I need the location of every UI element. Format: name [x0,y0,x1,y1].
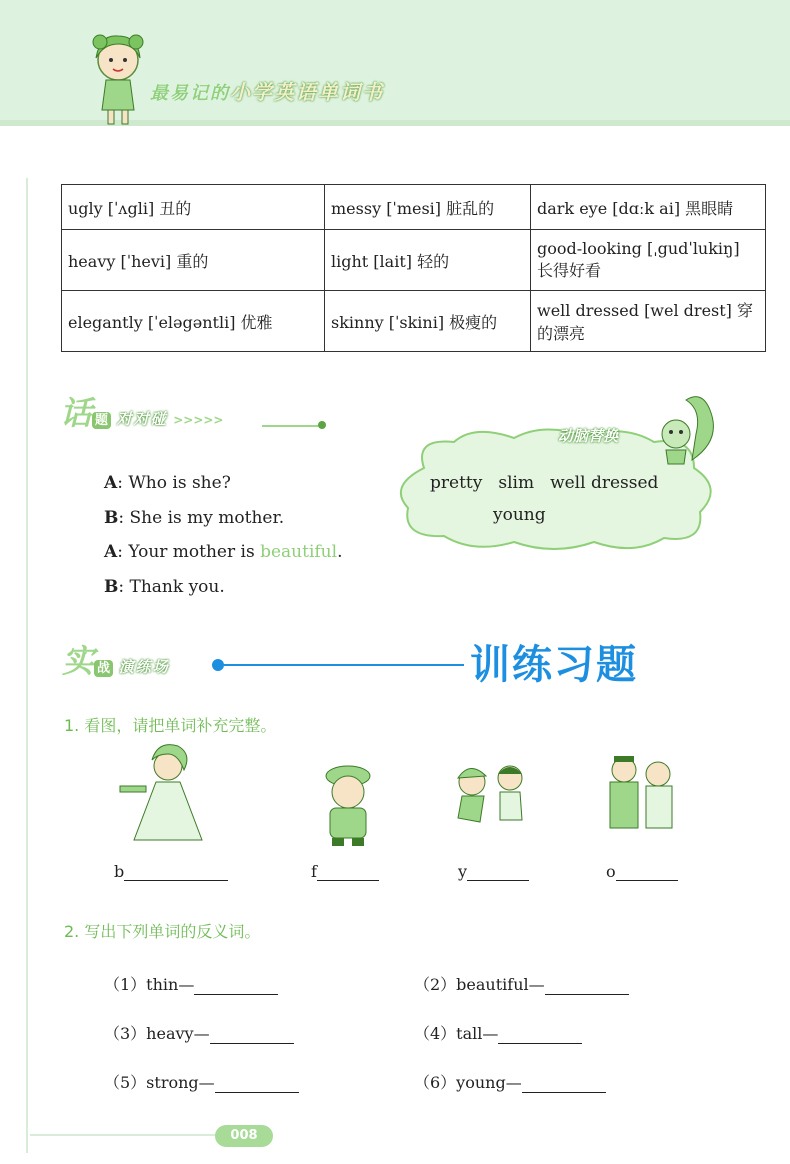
practice-icon-big: 实 [62,642,95,680]
topic-arrows: >>>>> [173,413,224,427]
dialog-text: : She is my mother. [118,507,285,528]
answer-blank[interactable] [467,862,529,881]
page-margin-rule [26,178,28,1153]
q2-label: （6）young— [414,1073,522,1092]
vocab-table [61,184,766,352]
answer-blank[interactable] [317,862,379,881]
table-cell: well dressed [wel drest] 穿的漂亮 [531,291,766,352]
q2-label: （5）strong— [104,1073,215,1092]
topic-section-header [60,388,223,434]
q1-item-b [114,862,228,881]
q1-letter: y [458,862,468,881]
dialog-text: : Your mother is [117,542,261,562]
swap-words-line-1 [430,473,658,493]
q2-item [414,1070,606,1093]
q2-label: （1）thin— [104,975,195,994]
swap-word: pretty [430,473,483,493]
swap-word: young [493,505,546,525]
dialog-line [104,501,342,536]
princess-picture-icon [118,740,208,845]
old-couple-picture-icon [600,752,682,834]
q1-letter: o [606,862,616,881]
practice-divider-dot [212,659,224,671]
q2-label: （4）tall— [414,1024,499,1043]
table-cell: elegantly [ˈeləgəntli] 优雅 [62,291,325,352]
q2-label: （3）heavy— [104,1024,210,1043]
dialog-text: : Thank you. [118,576,225,597]
kids-picture-icon [440,758,540,838]
dialog-text: : Who is she? [117,473,231,493]
footer-rule [30,1134,216,1136]
table-cell: heavy [ˈhevi] 重的 [62,230,325,291]
dialog-line [104,535,342,570]
table-row [62,230,766,291]
q1-prompt: 1. 看图，请把单词补充完整。 [64,716,277,735]
page-number: 008 [215,1125,273,1147]
book-title-prefix: 最易记的 [150,83,230,104]
q2-prompt: 2. 写出下列单词的反义词。 [64,922,261,941]
table-row [62,185,766,230]
book-title-main: 小学英语单词书 [230,80,384,104]
answer-blank[interactable] [124,862,228,881]
q2-item [414,1021,582,1044]
book-title [150,76,384,105]
topic-icon-big: 话 [60,394,93,432]
dialog-speaker: B [104,507,119,528]
squirrel-mascot-icon [652,390,722,470]
dialog-speaker: A [104,542,118,562]
answer-blank[interactable] [498,1025,582,1044]
swap-word: well dressed [550,473,659,493]
dialog-line [104,570,342,605]
practice-heading: 训练习题 [470,642,638,688]
dialog-line [104,466,342,501]
q1-item-o [606,862,678,881]
answer-blank[interactable] [545,976,629,995]
q2-label: （2）beautiful— [414,975,545,994]
table-cell: skinny [ˈskini] 极瘦的 [325,291,531,352]
girl-mascot-icon [90,30,146,130]
practice-divider [224,664,464,666]
answer-blank[interactable] [522,1074,606,1093]
practice-section-header [62,636,170,682]
answer-blank[interactable] [194,976,278,995]
swap-word: slim [498,473,535,493]
q1-item-y [458,862,529,881]
q1-letter: b [114,862,125,881]
topic-divider-dot [318,421,326,429]
table-cell: good-looking [ˌgudˈlukiŋ] 长得好看 [531,230,766,291]
topic-label: 对对碰 [116,410,168,428]
q1-item-f [311,862,379,881]
dialog-speaker: B [104,576,119,597]
dialog [104,466,342,604]
table-cell: dark eye [dɑːk ai] 黑眼睛 [531,185,766,230]
topic-divider [262,425,322,427]
practice-icon-small: 战 [94,660,113,677]
fat-man-picture-icon [318,762,378,847]
answer-blank[interactable] [616,862,678,881]
swap-words-line-2 [493,505,546,525]
dialog-highlight-word: beautiful [260,542,338,562]
table-cell: light [lait] 轻的 [325,230,531,291]
swap-box-title: 动脑替换 [558,427,619,445]
dialog-speaker: A [104,473,118,493]
q1-letter: f [311,862,317,881]
answer-blank[interactable] [215,1074,299,1093]
table-row [62,291,766,352]
q2-item [104,1021,294,1044]
dialog-text-end: . [337,542,343,562]
topic-icon-small: 题 [92,412,111,429]
table-cell: messy [ˈmesi] 脏乱的 [325,185,531,230]
q2-item [104,1070,299,1093]
practice-label: 演练场 [118,658,170,676]
q2-item [104,972,278,995]
q2-item [414,972,629,995]
table-cell: ugly [ˈʌgli] 丑的 [62,185,325,230]
answer-blank[interactable] [210,1025,294,1044]
